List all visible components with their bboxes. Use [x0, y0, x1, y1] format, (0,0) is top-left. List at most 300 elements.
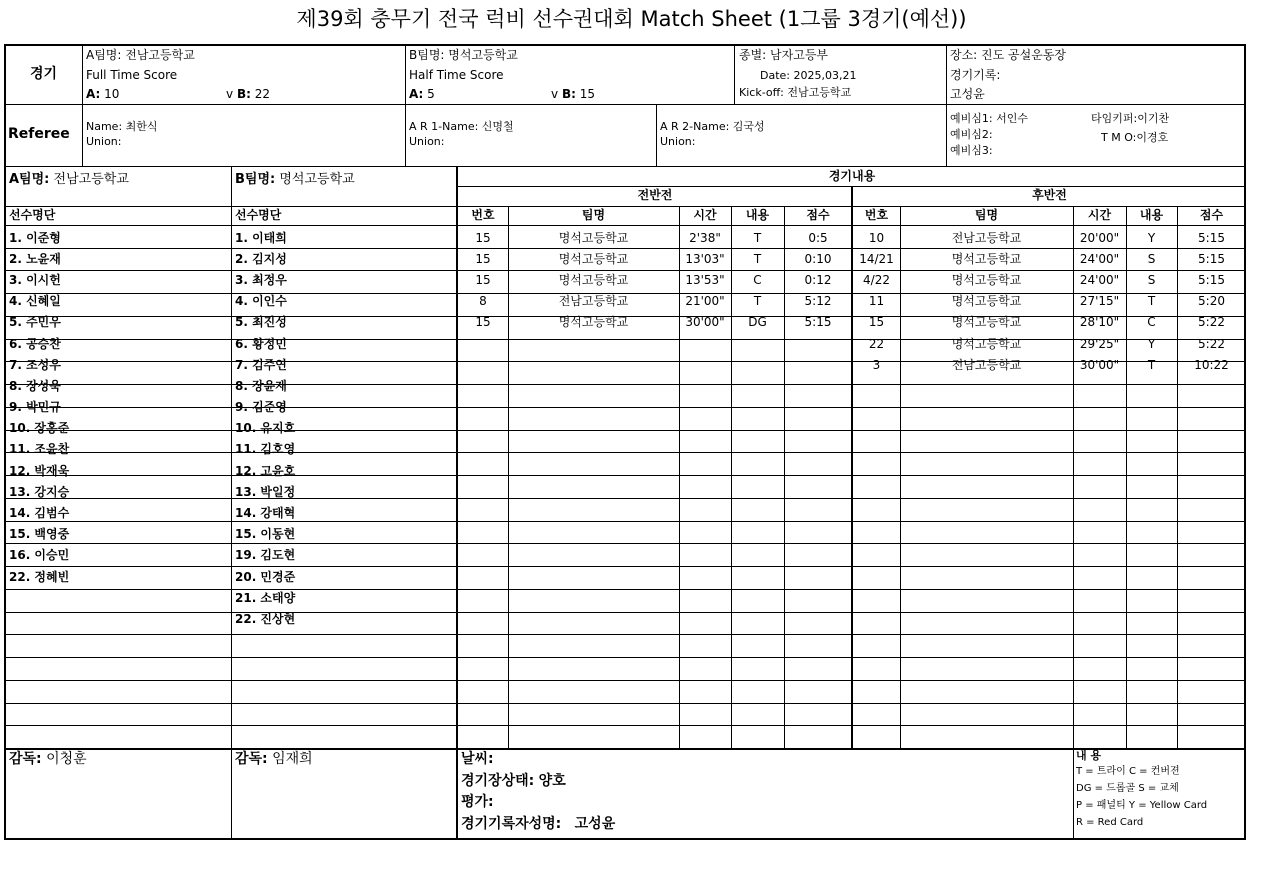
second-half-events — [853, 227, 1246, 714]
tmo: T M O:이경호 — [1101, 131, 1169, 144]
event-number — [458, 481, 508, 502]
table-row — [458, 333, 852, 354]
full-time-label: Full Time Score — [86, 68, 178, 82]
event-time — [679, 439, 731, 460]
row-divider — [6, 339, 1244, 340]
team-b-player: 9. 김준영 — [235, 400, 287, 415]
event-type — [731, 651, 784, 672]
table-row — [6, 651, 230, 672]
divider — [1177, 206, 1178, 748]
event-time: 2'38" — [689, 230, 721, 245]
event-team — [508, 333, 679, 354]
event-number — [458, 651, 508, 672]
table-row — [458, 248, 852, 269]
table-row — [232, 375, 456, 396]
event-number: 15 — [475, 230, 491, 245]
table-row — [232, 524, 456, 545]
event-team — [900, 672, 1073, 693]
table-row — [232, 545, 456, 566]
team-a-header: A팀명: 전남고등학교 — [9, 172, 129, 187]
event-score — [784, 333, 852, 354]
team-a-player: 1. 이준형 — [9, 230, 61, 245]
game-label: 경기 — [30, 66, 58, 82]
team-a-player: 3. 이시헌 — [9, 272, 61, 287]
divider — [731, 206, 732, 748]
event-score — [1177, 566, 1246, 587]
event-score — [784, 439, 852, 460]
event-score: 5:15 — [804, 315, 832, 330]
table-row — [232, 418, 456, 439]
table-row — [853, 312, 1246, 333]
legend-line-1: T = 트라이 C = 컨버젼 — [1076, 766, 1180, 777]
event-score — [1177, 418, 1246, 439]
event-score — [1177, 630, 1246, 651]
divider — [6, 104, 1244, 105]
event-number — [853, 672, 900, 693]
event-type — [1126, 418, 1177, 439]
divider — [900, 206, 901, 748]
rating: 평가: — [461, 794, 494, 810]
second-col-score: 점수 — [1199, 208, 1224, 222]
table-row — [458, 460, 852, 481]
sheet-title: 제39회 충무기 전국 럭비 선수권대회 Match Sheet (1그룹 3경기(예선)) — [296, 7, 967, 31]
event-number: 3 — [872, 357, 881, 372]
event-score — [1177, 524, 1246, 545]
half-time-score-b: v B: 15 — [551, 87, 595, 101]
table-row — [853, 227, 1246, 248]
event-time — [679, 630, 731, 651]
event-team — [900, 481, 1073, 502]
table-row — [232, 227, 456, 248]
footer-divider — [6, 748, 1244, 750]
event-time — [1073, 545, 1126, 566]
event-type — [1126, 481, 1177, 502]
row-divider — [6, 634, 1244, 635]
table-row — [458, 418, 852, 439]
table-row — [232, 312, 456, 333]
event-type — [1126, 651, 1177, 672]
event-number: 4/22 — [863, 272, 890, 287]
event-team — [900, 418, 1073, 439]
event-number — [853, 481, 900, 502]
table-row — [458, 566, 852, 587]
team-a-player: 4. 신혜일 — [9, 294, 61, 309]
table-row — [853, 587, 1246, 608]
event-team — [900, 651, 1073, 672]
first-half-events — [458, 227, 852, 714]
event-time — [679, 460, 731, 481]
event-type — [731, 481, 784, 502]
event-number: 8 — [479, 294, 487, 309]
event-type — [731, 566, 784, 587]
table-row — [853, 524, 1246, 545]
referee-label: Referee — [8, 126, 70, 142]
event-team: 전남고등학교 — [951, 357, 1022, 372]
table-row — [458, 439, 852, 460]
event-type — [731, 672, 784, 693]
table-row — [853, 672, 1246, 693]
team-b-player: 4. 이인수 — [235, 294, 287, 309]
event-type — [1126, 566, 1177, 587]
event-number: 22 — [868, 336, 885, 351]
event-number: 11 — [868, 294, 885, 309]
divider — [82, 46, 83, 166]
event-time — [679, 566, 731, 587]
event-time — [679, 418, 731, 439]
event-time — [1073, 587, 1126, 608]
match-sheet — [4, 44, 1246, 840]
event-type — [1126, 524, 1177, 545]
event-team — [900, 545, 1073, 566]
event-time — [679, 672, 731, 693]
team-b-player — [232, 672, 456, 693]
event-time — [679, 375, 731, 396]
team-a-player: 9. 박민규 — [9, 400, 61, 415]
recorder-signature: 경기기록자성명: 고성윤 — [461, 816, 616, 832]
team-b-player — [232, 630, 456, 651]
event-score — [784, 354, 852, 375]
event-type — [1126, 587, 1177, 608]
event-score — [784, 375, 852, 396]
team-a-player — [6, 651, 230, 672]
event-score: 5:12 — [804, 294, 832, 309]
first-col-number: 번호 — [471, 208, 495, 222]
event-team — [900, 587, 1073, 608]
team-b-roster — [232, 227, 456, 714]
divider — [656, 104, 657, 166]
event-time: 30'00" — [1079, 357, 1120, 372]
table-row — [458, 269, 852, 290]
event-time — [679, 587, 731, 608]
event-time — [1073, 439, 1126, 460]
table-row — [853, 333, 1246, 354]
first-col-time: 시간 — [693, 208, 717, 222]
event-number — [853, 460, 900, 481]
table-row — [232, 460, 456, 481]
row-divider — [6, 657, 1244, 658]
event-score: 10:22 — [1194, 357, 1229, 372]
table-row — [6, 375, 230, 396]
event-type — [731, 524, 784, 545]
team-a-player: 13. 강지승 — [9, 484, 70, 499]
event-time — [1073, 566, 1126, 587]
row-divider — [6, 316, 1244, 317]
event-team — [508, 651, 679, 672]
team-b-name: B팀명: 명석고등학교 — [409, 48, 518, 62]
event-number — [458, 375, 508, 396]
event-type — [1126, 672, 1177, 693]
team-a-player: 10. 장홍준 — [9, 421, 70, 436]
second-col-number: 번호 — [864, 208, 889, 222]
ar1-name: A R 1-Name: 신명철 — [409, 120, 514, 133]
divider — [456, 166, 458, 838]
team-b-player: 7. 김주연 — [235, 357, 287, 372]
table-row — [853, 375, 1246, 396]
table-row — [232, 587, 456, 608]
table-row — [6, 481, 230, 502]
event-type — [731, 418, 784, 439]
team-b-player: 21. 소태양 — [235, 590, 296, 605]
team-b-player: 8. 장윤재 — [235, 378, 287, 393]
event-time — [679, 524, 731, 545]
event-team: 명석고등학교 — [951, 294, 1022, 309]
team-b-player: 19. 김도현 — [235, 548, 296, 563]
legend-line-4: R = Red Card — [1076, 817, 1144, 828]
event-score — [1177, 460, 1246, 481]
full-time-score: A: 10 — [86, 87, 120, 101]
event-score: 5:15 — [1198, 272, 1225, 287]
event-score — [784, 524, 852, 545]
event-time: 24'00" — [1079, 272, 1120, 287]
table-row — [232, 672, 456, 693]
event-team: 명석고등학교 — [951, 251, 1022, 266]
row-divider — [6, 384, 1244, 385]
event-time: 24'00" — [1079, 251, 1120, 266]
divider — [231, 166, 232, 838]
team-b-player: 12. 고윤호 — [235, 463, 296, 478]
event-number — [458, 333, 508, 354]
table-row — [853, 418, 1246, 439]
event-number — [853, 375, 900, 396]
event-time — [679, 354, 731, 375]
team-b-player: 11. 김호영 — [235, 442, 296, 457]
event-time: 21'00" — [685, 294, 725, 309]
event-number — [458, 354, 508, 375]
event-number: 10 — [868, 230, 885, 245]
event-type: C — [753, 272, 762, 287]
team-a-player — [6, 672, 230, 693]
table-row — [6, 672, 230, 693]
event-type — [1126, 375, 1177, 396]
table-row — [458, 672, 852, 693]
event-time — [679, 333, 731, 354]
divider — [508, 206, 509, 748]
team-a-roster-header: 선수명단 — [9, 208, 56, 222]
second-col-time: 시간 — [1087, 208, 1112, 222]
table-row — [6, 354, 230, 375]
half-time-score: A: 5 — [409, 87, 435, 101]
event-time — [1073, 418, 1126, 439]
event-number — [853, 566, 900, 587]
event-time — [1073, 460, 1126, 481]
event-team — [508, 354, 679, 375]
team-b-player: 1. 이태희 — [235, 230, 287, 245]
event-team — [508, 566, 679, 587]
event-time: 27'15" — [1079, 294, 1120, 309]
event-type — [1126, 630, 1177, 651]
team-b-player: 20. 민경준 — [235, 569, 296, 584]
table-row — [6, 269, 230, 290]
team-a-player: 11. 조윤찬 — [9, 442, 70, 457]
event-number — [853, 524, 900, 545]
event-type — [1126, 439, 1177, 460]
event-type: T — [753, 230, 762, 245]
team-b-player — [232, 651, 456, 672]
reserve-referee-2: 예비심2: — [950, 128, 993, 141]
event-team: 명석고등학교 — [558, 230, 629, 245]
table-row — [6, 587, 230, 608]
event-score — [784, 566, 852, 587]
divider — [6, 225, 1244, 226]
ar2-union: Union: — [660, 135, 696, 148]
event-team — [508, 545, 679, 566]
event-type: T — [753, 294, 762, 309]
table-row — [853, 566, 1246, 587]
divider — [946, 46, 947, 166]
table-row — [6, 566, 230, 587]
table-row — [6, 460, 230, 481]
event-time — [679, 651, 731, 672]
event-number — [853, 651, 900, 672]
event-team: 명석고등학교 — [558, 251, 629, 266]
event-number: 15 — [475, 272, 491, 287]
event-team — [508, 630, 679, 651]
divider — [1073, 206, 1074, 838]
event-number — [458, 524, 508, 545]
event-score — [784, 651, 852, 672]
event-time — [1073, 630, 1126, 651]
event-team — [900, 524, 1073, 545]
second-half-label: 후반전 — [1032, 188, 1067, 202]
event-score — [784, 672, 852, 693]
event-score — [1177, 651, 1246, 672]
table-row — [458, 524, 852, 545]
timekeeper: 타임키퍼:이기찬 — [1091, 112, 1170, 125]
row-divider — [6, 475, 1244, 476]
team-b-player: 13. 박일정 — [235, 484, 296, 499]
event-number: 14/21 — [859, 251, 894, 266]
first-half-label: 전반전 — [637, 188, 673, 202]
reserve-referee-3: 예비심3: — [950, 144, 993, 157]
team-a-player: 16. 이승민 — [9, 548, 70, 563]
event-team — [900, 375, 1073, 396]
event-number — [458, 545, 508, 566]
row-divider — [6, 452, 1244, 453]
divider — [6, 166, 1244, 167]
event-time — [679, 481, 731, 502]
event-number — [853, 545, 900, 566]
event-team: 전남고등학교 — [558, 294, 629, 309]
team-b-header: B팀명: 명석고등학교 — [235, 172, 355, 187]
team-a-player: 12. 박재욱 — [9, 463, 70, 478]
team-a-name: A팀명: 전남고등학교 — [86, 48, 195, 62]
event-score — [1177, 672, 1246, 693]
team-a-player: 2. 노윤재 — [9, 251, 61, 266]
table-row — [232, 269, 456, 290]
table-row — [458, 630, 852, 651]
row-divider — [6, 430, 1244, 431]
event-team: 전남고등학교 — [951, 230, 1022, 245]
event-type — [731, 333, 784, 354]
table-row — [232, 481, 456, 502]
referee-name: Name: 최한식 — [86, 120, 158, 133]
table-row — [6, 418, 230, 439]
event-score — [1177, 545, 1246, 566]
event-team: 명석고등학교 — [951, 336, 1022, 351]
row-divider — [6, 612, 1244, 613]
event-team — [900, 439, 1073, 460]
table-row — [6, 333, 230, 354]
table-row — [6, 545, 230, 566]
field-condition: 경기장상태: 양호 — [461, 773, 566, 789]
team-a-roster — [6, 227, 230, 714]
event-time: 29'25" — [1079, 336, 1120, 351]
event-team — [508, 672, 679, 693]
event-number — [853, 630, 900, 651]
event-team — [508, 418, 679, 439]
table-row — [458, 545, 852, 566]
event-score: 0:5 — [808, 230, 828, 245]
legend-title: 내 용 — [1076, 749, 1102, 762]
event-type — [731, 460, 784, 481]
event-score — [784, 587, 852, 608]
legend-line-2: DG = 드롭골 S = 교체 — [1076, 783, 1179, 794]
table-row — [6, 227, 230, 248]
coach-b: 감독: 임재희 — [235, 751, 313, 767]
event-time — [679, 545, 731, 566]
team-b-player: 10. 유지호 — [235, 421, 296, 436]
row-divider — [6, 498, 1244, 499]
event-time — [1073, 481, 1126, 502]
event-score — [784, 630, 852, 651]
event-score: 5:20 — [1198, 294, 1225, 309]
event-team — [900, 630, 1073, 651]
event-time: 13'03" — [685, 251, 725, 266]
record-label: 경기기록: — [950, 68, 1001, 82]
table-row — [232, 630, 456, 651]
event-team: 명석고등학교 — [558, 315, 629, 330]
reserve-referee-1: 예비심1: 서인수 — [950, 112, 1028, 125]
event-time: 30'00" — [685, 315, 725, 330]
event-team: 명석고등학교 — [558, 272, 629, 287]
event-team — [508, 375, 679, 396]
event-type: DG — [748, 315, 767, 330]
event-number: 15 — [475, 251, 491, 266]
event-score: 0:10 — [804, 251, 832, 266]
row-divider — [6, 293, 1244, 294]
table-row — [853, 354, 1246, 375]
event-team — [508, 524, 679, 545]
team-b-player: 15. 이동현 — [235, 527, 296, 542]
venue: 장소: 진도 공설운동장 — [950, 48, 1067, 62]
event-time: 20'00" — [1079, 230, 1120, 245]
event-team — [508, 439, 679, 460]
event-type: S — [1147, 272, 1156, 287]
event-number — [458, 566, 508, 587]
event-score — [1177, 375, 1246, 396]
event-number — [853, 587, 900, 608]
event-score: 0:12 — [804, 272, 832, 287]
event-number — [458, 439, 508, 460]
first-col-content: 내용 — [745, 208, 770, 222]
row-divider — [6, 521, 1244, 522]
team-b-player: 6. 황정민 — [235, 336, 287, 351]
table-row — [232, 248, 456, 269]
table-row — [6, 248, 230, 269]
event-time — [1073, 524, 1126, 545]
ar1-union: Union: — [409, 135, 445, 148]
table-row — [232, 651, 456, 672]
team-b-player: 5. 최진성 — [235, 315, 287, 330]
event-number — [853, 439, 900, 460]
table-row — [853, 651, 1246, 672]
divider — [1126, 206, 1127, 748]
event-score — [784, 545, 852, 566]
team-b-player: 22. 진상현 — [235, 611, 296, 626]
event-type: S — [1147, 251, 1156, 266]
referee-union: Union: — [86, 135, 122, 148]
event-type: T — [753, 251, 762, 266]
